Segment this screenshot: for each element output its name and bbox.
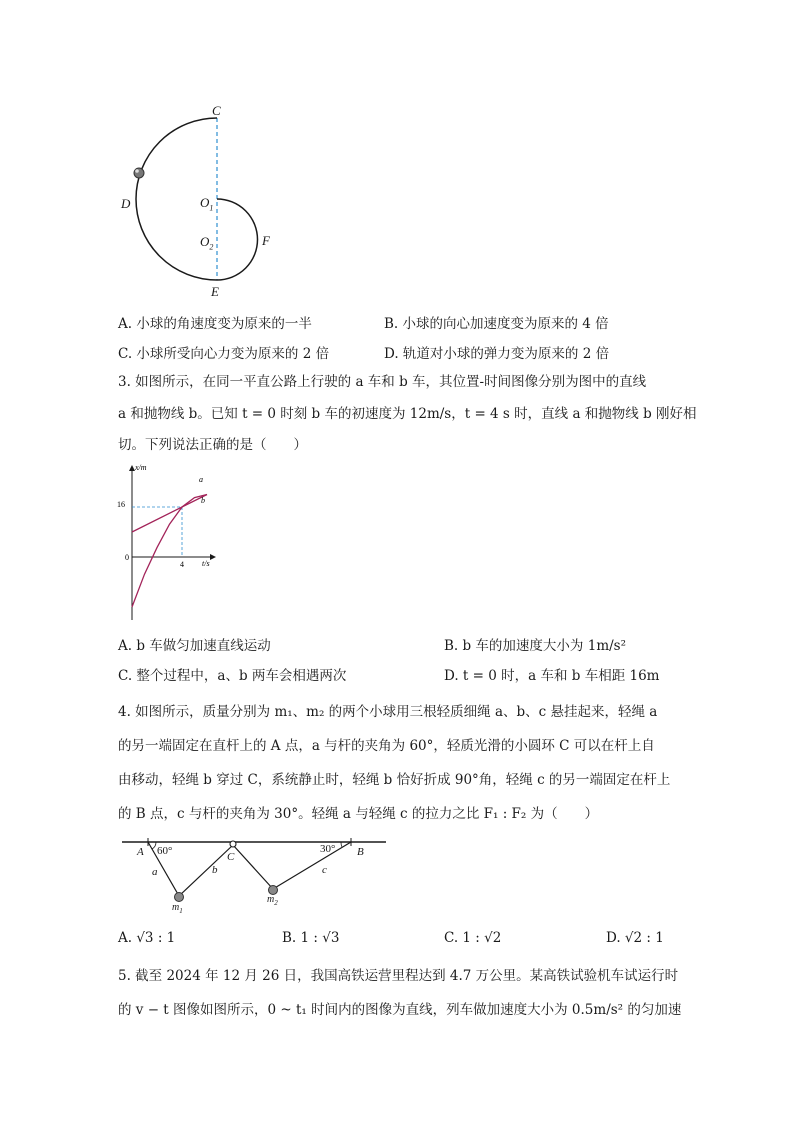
ball	[134, 168, 144, 178]
fig3-angle-60: 60°	[157, 845, 173, 857]
q2-option-a: A. 小球的角速度变为原来的一半	[118, 316, 312, 332]
q5-stem-line1: 5. 截至 2024 年 12 月 26 日，我国高铁运营里程达到 4.7 万公里。某高铁试验机车试运行时	[118, 968, 679, 984]
ring-C	[230, 841, 236, 847]
q4-stem-line4: 的 B 点，c 与杆的夹角为 30°。轻绳 a 与轻绳 c 的拉力之比 F₁ : F₂ 为（ ）	[118, 806, 599, 822]
series-b-line	[132, 495, 207, 608]
q2-option-c: C. 小球所受向心力变为原来的 2 倍	[118, 346, 330, 362]
q4-stem-line2: 的另一端固定在直杆上的 A 点，a 与杆的夹角为 60°，轻质光滑的小圆环 C 可以在杆上自	[118, 738, 655, 754]
origin-label: 0	[125, 553, 129, 562]
series-label-b: b	[201, 496, 205, 505]
q3-stem-line3: 切。下列说法正确的是（ ）	[118, 437, 307, 453]
small-arc	[217, 199, 258, 280]
q3-option-d: D. t = 0 时，a 车和 b 车相距 16m	[444, 668, 660, 684]
q4-option-d: D. √2 : 1	[606, 930, 664, 946]
q3-stem-line2: a 和抛物线 b。已知 t = 0 时刻 b 车的初速度为 12m/s，t = 4 s 时，直线 a 和抛物线 b 刚好相	[118, 406, 697, 422]
xt-chart	[112, 460, 222, 625]
label-C: C	[212, 103, 221, 118]
q3-option-b: B. b 车的加速度大小为 1m/s²	[444, 638, 627, 654]
q4-option-a: A. √3 : 1	[118, 930, 176, 946]
label-O2: $O_2$	[200, 234, 214, 252]
series-label-a: a	[199, 475, 203, 484]
q5-stem-line2: 的 v − t 图像如图所示，0 ~ t₁ 时间内的图像为直线，列车做加速度大小为 0.5m/s² 的匀加速	[118, 1002, 682, 1018]
rope-b-right	[233, 845, 273, 889]
q2-option-d: D. 轨道对小球的弹力变为原来的 2 倍	[384, 346, 610, 362]
fig3-label-B: B	[357, 846, 364, 858]
q3-option-a: A. b 车做匀加速直线运动	[118, 638, 271, 654]
rope-b-left	[179, 845, 233, 896]
rope-c	[273, 842, 351, 889]
xt-chart-svg	[112, 460, 222, 625]
fig3-label-a: a	[152, 866, 158, 878]
x-axis-label: t/s	[202, 559, 210, 568]
q4-option-b: B. 1 : √3	[282, 930, 340, 946]
x-tick-label-4: 4	[180, 560, 184, 569]
label-F: F	[262, 233, 270, 248]
label-O1: $O_1$	[200, 195, 214, 213]
fig3-label-m2: $m_2$	[267, 894, 278, 907]
q3-stem-line1: 3. 如图所示，在同一平直公路上行驶的 a 车和 b 车，其位置-时间图像分别为图中的直线	[118, 374, 647, 390]
ball-m1	[175, 893, 184, 902]
series-a-line	[132, 495, 207, 533]
q4-stem-line1: 4. 如图所示，质量分别为 m₁、m₂ 的两个小球用三根轻质细绳 a、b、c 悬挂起来，轻绳 a	[118, 704, 658, 720]
angle-arc-60	[152, 842, 156, 849]
ball-highlight	[135, 169, 139, 173]
fig3-label-m1: $m_1$	[172, 902, 183, 915]
label-E: E	[211, 284, 219, 299]
q4-stem-line3: 由移动，轻绳 b 穿过 C，系统静止时，轻绳 b 恰好折成 90°角，轻绳 c 的另一端固定在杆上	[118, 772, 671, 788]
fig3-label-C: C	[227, 851, 235, 863]
label-D: D	[121, 196, 131, 211]
fig3-label-b: b	[212, 864, 218, 876]
y-tick-label-16: 16	[117, 500, 125, 509]
q3-option-c: C. 整个过程中，a、b 两车会相遇两次	[118, 668, 347, 684]
fig3-angle-30: 30°	[320, 843, 336, 855]
y-axis-label: x/m	[135, 463, 147, 472]
q2-option-b: B. 小球的向心加速度变为原来的 4 倍	[384, 316, 609, 332]
q4-option-c: C. 1 : √2	[444, 930, 502, 946]
fig3-label-A: A	[137, 846, 144, 858]
fig3-label-c: c	[322, 864, 327, 876]
